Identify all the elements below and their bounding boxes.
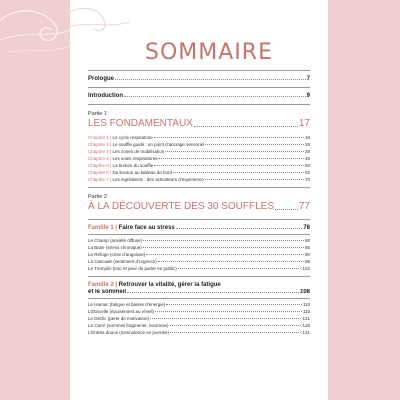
dot-leader — [143, 247, 304, 248]
divider — [88, 219, 310, 220]
chapter-label: Les ingrédients : des activateurs d’expérience — [112, 177, 204, 182]
item-label: La Base (stress chronique) — [88, 245, 142, 250]
family-entry[interactable] — [88, 222, 310, 232]
dot-leader — [275, 209, 298, 210]
dot-leader — [170, 332, 301, 333]
list-item[interactable] — [88, 244, 310, 251]
chapter-label: Le cycle respiratoire — [112, 135, 153, 140]
entry-page: 85 — [304, 245, 310, 250]
chapter-prefix: Chapitre 1 | — [88, 135, 112, 140]
family-title-line2: et le sommeil — [88, 289, 127, 295]
chapter-prefix: Chapitre 3 | — [88, 149, 112, 154]
entry-page: 70 — [304, 177, 310, 182]
item-label: Le Hamac (fatigue et baisse d’énergie) — [88, 302, 166, 307]
dot-leader — [205, 179, 304, 180]
entry-page: 17 — [298, 118, 310, 129]
item-label: Le Carré (sommeil fragmenté, insomnie) — [88, 323, 169, 328]
entry-label: Prologue — [88, 76, 115, 82]
dot-leader — [155, 311, 302, 312]
item-label: Le Déclic (perte de motivation) — [88, 316, 150, 321]
item-label: Le Refuge (crise d’angoisse) — [88, 252, 146, 257]
entry-page: 80 — [304, 238, 310, 243]
entry-page: 28 — [304, 142, 310, 147]
chapter-label: Les zones de mobilisation — [112, 149, 165, 154]
family-title: Retrouver la vitalité, gérer la fatigue — [118, 282, 221, 288]
entry-page: 126 — [302, 323, 310, 328]
list-item[interactable] — [88, 322, 310, 329]
divider — [88, 104, 310, 105]
entry-page: 102 — [302, 266, 310, 271]
dot-leader — [150, 318, 301, 319]
list-item[interactable] — [88, 301, 310, 308]
item-label: La Cascade (sentiment d’urgence) — [88, 259, 157, 264]
entry-page: 62 — [304, 170, 310, 175]
entry-page: 131 — [302, 330, 310, 335]
list-item[interactable] — [88, 258, 310, 265]
family-title: Faire face au stress — [118, 225, 175, 231]
entry-page: 45 — [304, 156, 310, 161]
item-label: Le Tremplin (trac et peur de parler en public) — [88, 266, 177, 271]
entry-page: 108 — [299, 289, 310, 295]
list-item[interactable] — [88, 251, 310, 258]
entry-page: 110 — [302, 302, 310, 307]
toc-entry-introduction[interactable] — [88, 88, 310, 104]
item-label: L’Étincelle (épuisement au réveil) — [88, 309, 155, 314]
chapter-entry[interactable] — [88, 155, 310, 162]
entry-page: 7 — [306, 76, 310, 82]
family-prefix: Famille 2 | — [88, 282, 118, 288]
dot-leader — [154, 137, 304, 138]
entry-page: 115 — [302, 309, 310, 314]
chapter-prefix: Chapitre 4 | — [88, 156, 112, 161]
dot-leader — [170, 325, 302, 326]
chapter-list — [88, 134, 310, 183]
divider — [88, 187, 310, 188]
chapter-prefix: Chapitre 6 | — [88, 170, 112, 175]
chapter-prefix: Chapitre 2 | — [88, 142, 112, 147]
list-item[interactable] — [88, 265, 310, 272]
chapter-entry[interactable] — [88, 134, 310, 141]
chapter-label: Le souffle guidé : un point d’ancrage sensoriel — [112, 142, 205, 147]
chapter-entry[interactable] — [88, 176, 310, 183]
part-label: Partie 1 — [88, 111, 107, 117]
chapter-entry[interactable] — [88, 148, 310, 155]
family-entry-line2[interactable] — [88, 289, 310, 296]
toc-entry-part2[interactable] — [88, 200, 310, 217]
dot-leader — [115, 79, 306, 80]
divider — [88, 234, 310, 235]
chapter-label: La texture du souffle — [112, 163, 154, 168]
dot-leader — [154, 165, 304, 166]
dot-leader — [178, 268, 302, 269]
entry-page: 18 — [304, 135, 310, 140]
dot-leader — [176, 228, 303, 229]
dot-leader — [205, 144, 304, 145]
entry-page: 121 — [302, 316, 310, 321]
dot-leader — [124, 96, 306, 97]
dot-leader — [143, 240, 304, 241]
entry-page: 9 — [306, 93, 310, 99]
toc-page — [70, 0, 328, 400]
family-item-list — [88, 301, 310, 336]
item-label: L’Entrée douce (somnolence en journée) — [88, 330, 170, 335]
page-title: SOMMAIRE — [145, 40, 273, 65]
dot-leader — [127, 292, 299, 293]
toc-entry-prologue[interactable] — [88, 71, 310, 87]
list-item[interactable] — [88, 329, 310, 336]
chapter-label: Du bouton au tableau de bord — [112, 170, 173, 175]
family-entry[interactable] — [88, 279, 310, 289]
entry-page: 50 — [304, 163, 310, 168]
list-item[interactable] — [88, 237, 310, 244]
entry-page: 96 — [304, 259, 310, 264]
chapter-entry[interactable] — [88, 141, 310, 148]
entry-label: Introduction — [88, 93, 123, 99]
chapter-entry[interactable] — [88, 162, 310, 169]
dot-leader — [194, 126, 298, 127]
family-prefix: Famille 1 | — [88, 225, 118, 231]
part-title: LES FONDAMENTAUX — [88, 118, 193, 129]
entry-page: 78 — [303, 225, 310, 231]
dot-leader — [158, 261, 304, 262]
dot-leader — [173, 172, 304, 173]
divider — [88, 298, 310, 299]
part-label: Partie 2 — [88, 194, 107, 200]
toc-entry-part1[interactable] — [88, 117, 310, 134]
dot-leader — [166, 304, 302, 305]
chapter-entry[interactable] — [88, 169, 310, 176]
chapter-label: Les voies respiratoires — [112, 156, 158, 161]
chapter-prefix: Chapitre 7 | — [88, 177, 112, 182]
dot-leader — [146, 254, 304, 255]
list-item[interactable] — [88, 308, 310, 315]
entry-page: 38 — [304, 149, 310, 154]
part-title: À LA DÉCOUVERTE DES 30 SOUFFLES — [88, 201, 274, 212]
entry-page: 77 — [298, 201, 310, 212]
dot-leader — [165, 151, 304, 152]
entry-page: 90 — [304, 252, 310, 257]
dot-leader — [158, 158, 304, 159]
divider — [88, 276, 310, 277]
toc-content — [88, 70, 310, 336]
family-item-list — [88, 237, 310, 272]
chapter-prefix: Chapitre 5 | — [88, 163, 112, 168]
list-item[interactable] — [88, 315, 310, 322]
item-label: Le Champ (anxiété diffuse) — [88, 238, 142, 243]
